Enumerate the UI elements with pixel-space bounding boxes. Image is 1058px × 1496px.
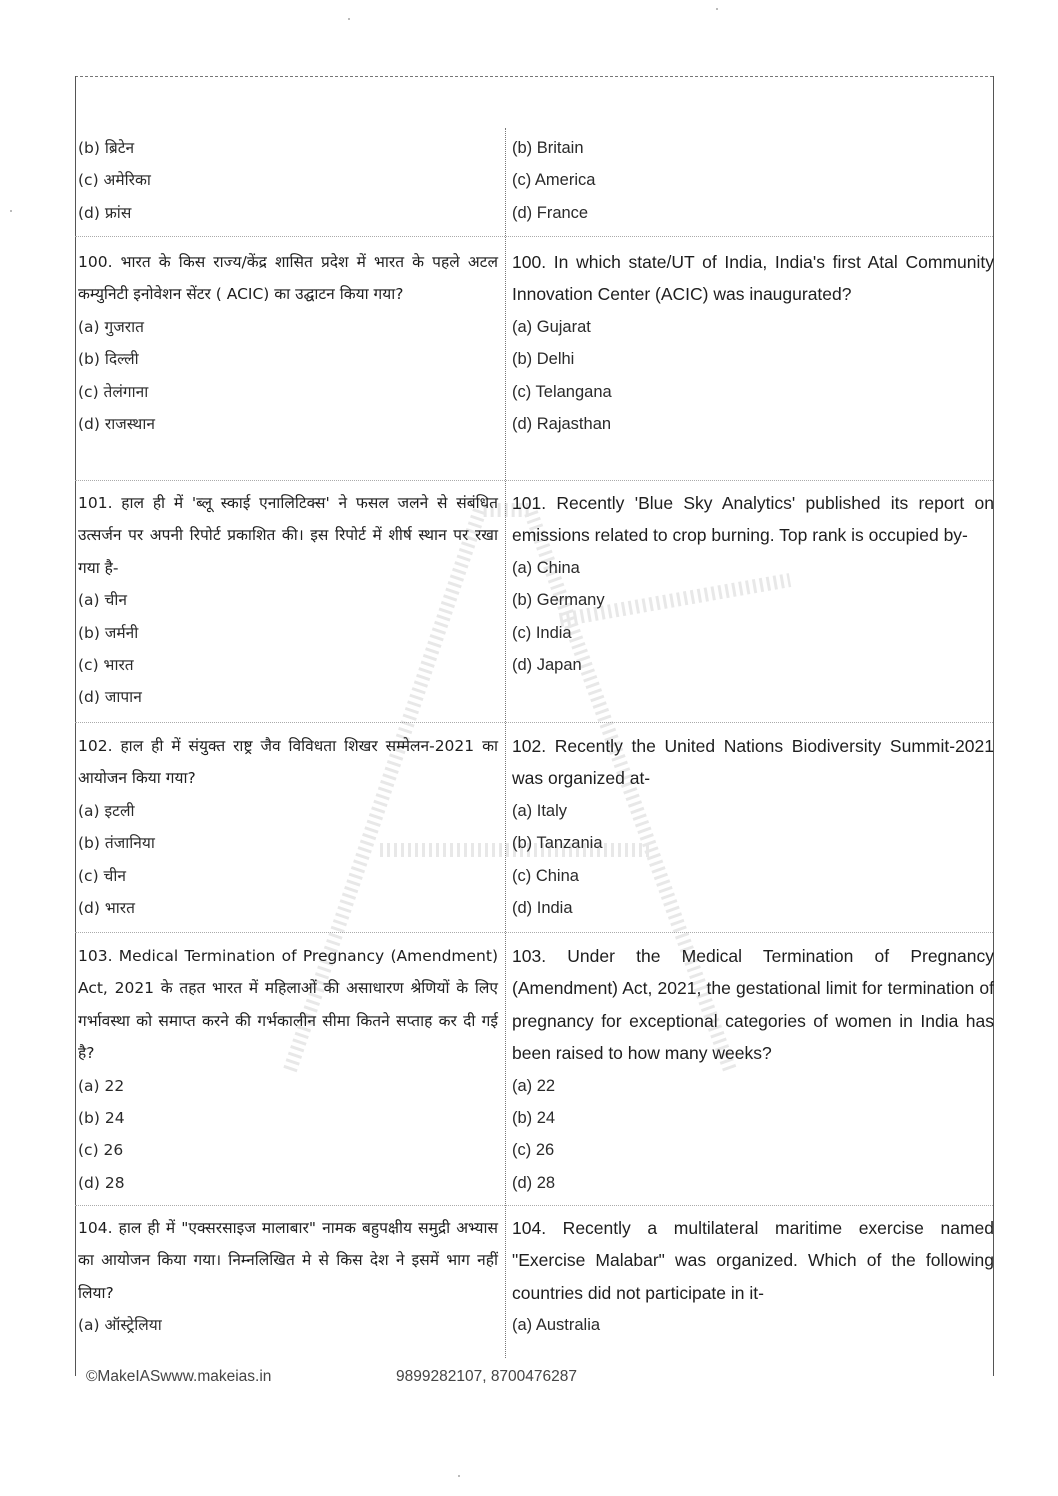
option-d: (d) भारत [78,899,135,918]
question-99-options-english [512,132,994,229]
option-d: (d) France [512,203,589,222]
option-d: (d) जापान [78,688,142,707]
question-text: 102. Recently the United Nations Biodiversity Summit-2021 was organized at- [512,736,994,789]
option-d: (d) Rajasthan [512,415,612,434]
option-b: (b) ब्रिटेन [78,139,135,157]
option-c: (c) भारत [78,656,134,675]
scan-speck [458,1475,460,1477]
option-a: (a) ऑस्ट्रेलिया [78,1316,162,1335]
option-c: (c) अमेरिका [78,171,151,190]
option-c: (c) तेलंगाना [78,382,149,401]
option-a: (a) China [512,558,580,577]
row-separator [75,932,993,933]
question-text: 104. Recently a multilateral maritime exercise named "Exercise Malabar" was organized. Which of the following countries did not participate in it- [512,1218,994,1303]
option-b: (b) Britain [512,139,584,157]
option-c: (c) 26 [78,1141,124,1160]
option-b: (b) 24 [78,1109,125,1128]
question-104-english [512,1212,994,1342]
row-separator [75,722,993,723]
column-divider [505,128,506,1358]
option-d: (d) India [512,899,573,918]
option-b: (b) तंजानिया [78,834,155,853]
option-b: (b) Delhi [512,350,575,369]
option-a: (a) Gujarat [512,317,591,336]
option-c: (c) India [512,623,572,642]
option-d: (d) 28 [78,1173,125,1192]
option-b: (b) जर्मनी [78,623,139,642]
row-separator [75,1205,993,1206]
footer-phone: 9899282107, 8700476287 [396,1368,578,1385]
question-text: 101. हाल ही में 'ब्लू स्काई एनालिटिक्स' ने फसल जलने से संबंधित उत्सर्जन पर अपनी रिपोर्ट प्रकाशित की। इस रिपोर्ट में शीर्ष स्थान पर रखा गया है- [78,494,498,577]
option-b: (b) 24 [512,1109,556,1128]
option-a: (a) इटली [78,801,135,820]
question-text: 100. In which state/UT of India, India's first Atal Community Innovation Center (ACIC) was inaugurated? [512,252,994,305]
page-frame-left [75,76,76,1376]
option-c: (c) Telangana [512,382,612,401]
question-text: 103. Under the Medical Termination of Pregnancy (Amendment) Act, 2021, the gestational limit for termination of pregnancy for exceptional categories of women in India has been raised to how many weeks? [512,946,994,1064]
option-a: (a) Italy [512,801,568,820]
question-100-english [512,246,994,440]
question-103-hindi [78,940,498,1199]
option-b: (b) दिल्ली [78,350,139,369]
page-frame-top [75,76,993,77]
question-text: 102. हाल ही में संयुक्त राष्ट्र जैव विविधता शिखर सम्मेलन-2021 का आयोजन किया गया? [78,737,498,788]
option-c: (c) America [512,171,596,190]
option-d: (d) राजस्थान [78,415,155,434]
question-103-english [512,940,994,1199]
question-101-english [512,487,994,681]
question-text: 103. Medical Termination of Pregnancy (Amendment) Act, 2021 के तहत भारत में महिलाओं की असाधारण श्रेणियों के लिए गर्भावस्था को समाप्त करने की गर्भकालीन सीमा कितने सप्ताह कर दी गई है? [78,947,498,1063]
question-text: 104. हाल ही में "एक्सरसाइज मालाबार" नामक बहुपक्षीय समुद्री अभ्यास का आयोजन किया गया। निम्नलिखित मे से किस देश ने इसमें भाग नहीं लिया? [78,1219,498,1302]
option-a: (a) 22 [512,1076,556,1095]
option-a: (a) 22 [78,1076,125,1095]
option-c: (c) चीन [78,866,127,885]
row-separator [75,236,993,237]
option-a: (a) गुजरात [78,317,144,336]
option-d: (d) 28 [512,1173,556,1192]
scan-speck [348,18,350,20]
option-b: (b) Germany [512,591,605,610]
question-100-hindi [78,246,498,440]
question-101-hindi [78,487,498,714]
option-a: (a) Australia [512,1316,601,1335]
footer-website: ©MakeIASwww.makeias.in [86,1368,272,1385]
question-text: 100. भारत के किस राज्य/केंद्र शासित प्रदेश में भारत के पहले अटल कम्युनिटी इनोवेशन सेंटर ( ACIC) का उद्घाटन किया गया? [78,253,498,304]
option-a: (a) चीन [78,591,127,610]
question-99-options-hindi [78,132,498,229]
option-d: (d) फ्रांस [78,203,132,222]
question-102-english [512,730,994,924]
option-c: (c) 26 [512,1141,555,1160]
option-c: (c) China [512,866,579,885]
question-104-hindi [78,1212,498,1342]
row-separator [75,480,993,481]
question-102-hindi [78,730,498,924]
option-b: (b) Tanzania [512,834,603,853]
scan-speck [10,210,12,212]
scan-speck [716,8,718,10]
question-text: 101. Recently 'Blue Sky Analytics' published its report on emissions related to crop burning. Top rank is occupied by- [512,493,994,546]
option-d: (d) Japan [512,656,582,675]
